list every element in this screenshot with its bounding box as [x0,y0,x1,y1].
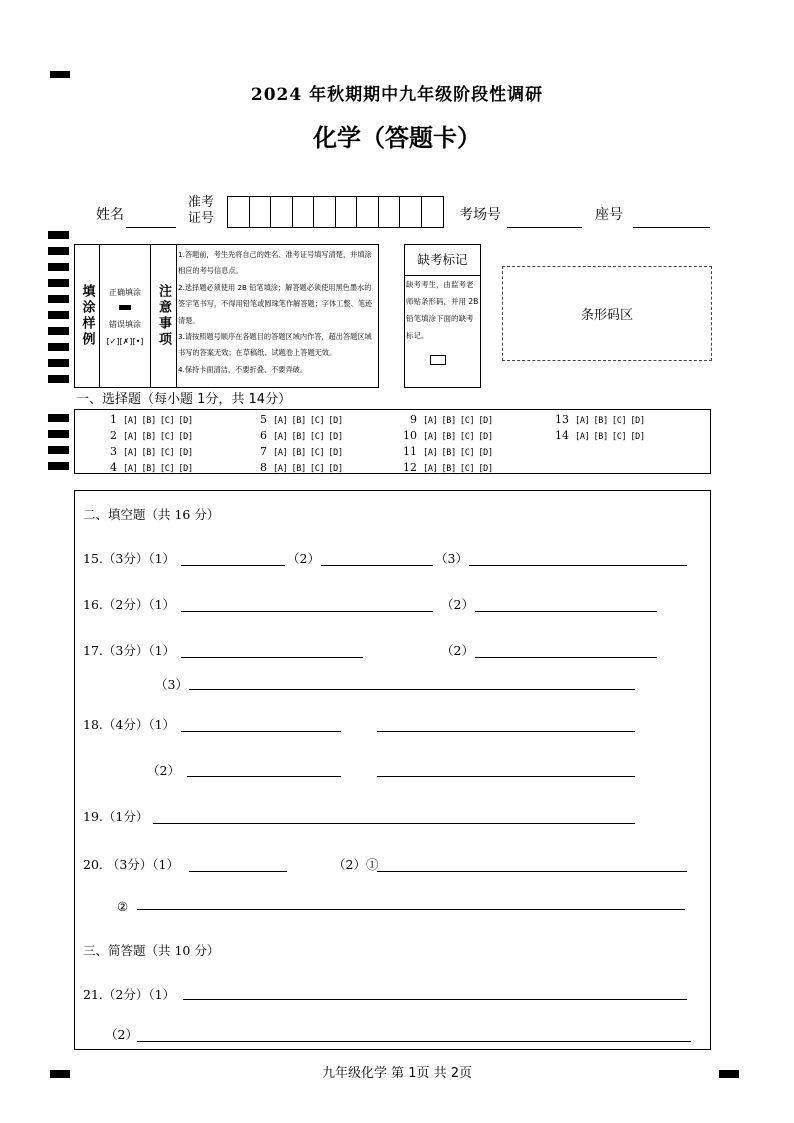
mc-option-bubble[interactable]: [A] [123,416,138,426]
barcode-area: 条形码区 [502,266,712,361]
mc-question-number: 2 [110,429,117,442]
mc-question-number: 7 [260,445,267,458]
mc-question [553,413,649,426]
mc-option-bubble[interactable]: [C] [611,432,627,442]
mc-option-bubble[interactable]: [B] [441,416,456,426]
mc-option-bubble[interactable]: [A] [575,416,590,426]
mc-option-bubble[interactable]: [B] [291,416,306,426]
q15-part2: （2） [287,551,320,566]
q20-answer-3[interactable] [137,909,685,910]
mc-question-number: 3 [110,445,117,458]
section2-title: 二、填空题（共 16 分） [83,507,220,522]
timing-mark [48,359,69,367]
q17-answer-3[interactable] [189,689,635,690]
mc-option-bubble[interactable]: [A] [575,432,590,442]
mc-option-bubble[interactable]: [D] [178,448,193,458]
mc-option-bubble[interactable]: [D] [178,464,193,474]
q17-answer-2[interactable] [475,657,657,658]
mc-option-bubble[interactable]: [C] [459,416,475,426]
mc-option-bubble[interactable]: [D] [478,448,493,458]
timing-mark [48,375,69,383]
mc-question [101,461,197,474]
mc-option-bubble[interactable]: [B] [141,448,156,458]
q21-answer-1[interactable] [183,999,687,1000]
notes-header: 注意事项 [151,245,177,387]
mc-question [251,413,347,426]
mc-question [251,429,347,442]
q17-prefix: 17.（3分）（1） [83,643,176,658]
mc-option-bubble[interactable]: [C] [309,448,325,458]
mc-option-bubble[interactable]: [B] [291,448,306,458]
q17-part2: （2） [441,643,474,658]
exam-title: 2024 年秋期期中九年级阶段性调研 [250,85,544,105]
mc-option-bubble[interactable]: [B] [441,448,456,458]
mc-option-bubble[interactable]: [A] [423,416,438,426]
mc-option-bubble[interactable]: [C] [309,432,325,442]
q18-answer-2a[interactable] [187,776,341,777]
mc-option-bubble[interactable]: [A] [273,432,288,442]
timing-mark [48,343,69,351]
mc-option-bubble[interactable]: [B] [593,416,608,426]
mc-option-bubble[interactable]: [D] [178,416,193,426]
exam-id-label: 准考 证号 [188,195,215,226]
timing-mark [50,71,70,78]
absent-title: 缺考标记 [405,245,480,276]
mc-option-bubble[interactable]: [D] [478,464,493,474]
q15-answer-3[interactable] [469,565,687,566]
mc-option-bubble[interactable]: [A] [273,416,288,426]
seat-label: 座号 [595,207,623,223]
mc-option-bubble[interactable]: [C] [459,464,475,474]
notice-block [74,244,379,388]
mc-option-bubble[interactable]: [D] [328,416,343,426]
section1-title: 一、选择题（每小题 1分，共 14分） [76,392,292,407]
seat-field[interactable] [633,227,710,228]
section3-title: 三、简答题（共 10 分） [83,943,220,958]
q18-prefix: 18.（4分）（1） [83,717,176,732]
mc-question-number: 12 [403,461,417,474]
mc-option-bubble[interactable]: [B] [141,432,156,442]
mc-option-bubble[interactable]: [A] [423,464,438,474]
mc-option-bubble[interactable]: [C] [611,416,627,426]
timing-mark [48,414,69,422]
mc-option-bubble[interactable]: [C] [309,416,325,426]
mc-question-number: 8 [260,461,267,474]
mc-question-number: 4 [110,461,117,474]
mc-option-bubble[interactable]: [D] [478,432,493,442]
mc-question-number: 9 [410,413,417,426]
q20-answer-1[interactable] [189,871,287,872]
timing-mark [48,311,69,319]
q18-answer-2b[interactable] [377,776,635,777]
q17-part3: （3） [155,677,188,692]
absent-text: 缺考考生，由监考老师贴条形码，并用 2B 铅笔填涂下面的缺考标记。 [406,280,479,340]
mc-option-bubble[interactable]: [B] [441,432,456,442]
mc-option-bubble[interactable]: [B] [441,464,456,474]
q21-part2: （2） [105,1027,138,1042]
timing-mark [48,247,69,255]
notes-list: 1.答题前，考生先将自己的姓名、准考证号填写清楚，并填涂相应的考号信息点。 2.选择题必须使用 2B 铅笔填涂；解答题必须使用黑色墨水的签字笔书写，不得用铅笔或圆珠笔作解答题；字体工整、笔迹清楚。 3.请按照题号顺序在各题目的答题区域内作答，超出答题区域书写的答案无效；在草稿纸、试题卷上答题无效。 4.保持卡面清洁，不要折叠、不要弄破。 [178,250,373,374]
mc-option-bubble[interactable]: [B] [291,464,306,474]
q20-prefix: 20. （3分）（1） [83,857,180,872]
q20-part2: （2）① [333,857,379,872]
mc-question [401,461,497,474]
mc-option-bubble[interactable]: [B] [593,432,608,442]
q20-part3: ② [117,899,129,914]
mc-option-bubble[interactable]: [D] [478,416,493,426]
q20-answer-2[interactable] [377,871,687,872]
timing-mark [48,231,69,239]
mc-option-bubble[interactable]: [D] [328,464,343,474]
exam-id-boxes[interactable] [227,196,444,228]
q21-answer-2[interactable] [137,1041,691,1042]
mc-question [251,445,347,458]
q15-answer-2[interactable] [321,565,433,566]
mc-question [101,445,197,458]
q16-answer-1[interactable] [181,611,433,612]
mc-option-bubble[interactable]: [C] [459,448,475,458]
mc-question-number: 5 [260,413,267,426]
page-footer: 九年级化学 第 1页 共 2页 [321,1066,473,1081]
mc-question [251,461,347,474]
q16-answer-2[interactable] [475,611,657,612]
q18-part2: （2） [147,763,180,778]
mc-option-bubble[interactable]: [D] [328,432,343,442]
mc-question-number: 1 [110,413,117,426]
timing-mark [48,430,69,438]
exam-room-label: 考场号 [459,207,501,223]
mc-question [401,413,497,426]
name-field[interactable] [126,227,176,228]
timing-mark [48,462,69,470]
mc-question [401,429,497,442]
mc-question [553,429,649,442]
mc-question-number: 10 [403,429,417,442]
q18-answer-1b[interactable] [377,731,635,732]
mc-option-bubble[interactable]: [A] [123,432,138,442]
mc-option-bubble[interactable]: [A] [273,464,288,474]
mc-option-bubble[interactable]: [C] [309,464,325,474]
absent-checkbox[interactable] [430,355,446,365]
q19-answer[interactable] [153,823,635,824]
mc-option-bubble[interactable]: [A] [423,448,438,458]
timing-mark [48,327,69,335]
mc-option-bubble[interactable]: [C] [159,432,175,442]
mc-question-number: 14 [555,429,569,442]
timing-mark [48,263,69,271]
answer-area [74,490,711,1050]
mc-option-bubble[interactable]: [C] [159,448,175,458]
timing-mark [48,279,69,287]
q21-prefix: 21.（2分）（1） [83,987,176,1002]
q18-answer-1a[interactable] [181,731,341,732]
mc-option-bubble[interactable]: [C] [459,432,475,442]
mc-question-number: 11 [403,445,417,458]
mc-question [101,413,197,426]
q17-answer-1[interactable] [181,657,363,658]
timing-mark [48,446,69,454]
multiple-choice-box [74,409,711,474]
fill-sample-cell: 正确填涂 错误填涂 [✓][✗][•] [100,245,151,387]
q15-prefix: 15.（3分）（1） [83,551,176,566]
timing-mark [48,295,69,303]
mc-option-bubble[interactable]: [C] [159,464,175,474]
mc-option-bubble[interactable]: [A] [423,432,438,442]
mc-option-bubble[interactable]: [D] [328,448,343,458]
q15-answer-1[interactable] [181,565,285,566]
mc-option-bubble[interactable]: [D] [630,416,645,426]
mc-question-number: 13 [555,413,569,426]
q19-prefix: 19.（1分） [83,809,149,824]
correct-fill-mark [119,305,131,310]
mc-option-bubble[interactable]: [D] [178,432,193,442]
mc-option-bubble[interactable]: [A] [273,448,288,458]
mc-question-number: 6 [260,429,267,442]
mc-option-bubble[interactable]: [A] [123,464,138,474]
q16-prefix: 16.（2分）（1） [83,597,176,612]
mc-question [401,445,497,458]
mc-option-bubble[interactable]: [B] [141,416,156,426]
exam-room-field[interactable] [507,227,582,228]
mc-option-bubble[interactable]: [C] [159,416,175,426]
mc-question [101,429,197,442]
q16-part2: （2） [441,597,474,612]
q15-part3: （3） [435,551,468,566]
mc-option-bubble[interactable]: [A] [123,448,138,458]
name-label: 姓名 [96,207,124,223]
mc-option-bubble[interactable]: [B] [291,432,306,442]
mc-option-bubble[interactable]: [B] [141,464,156,474]
mc-option-bubble[interactable]: [D] [630,432,645,442]
exam-subtitle: 化学（答题卡） [313,124,481,152]
fill-sample-header: 填涂样例 [75,245,100,387]
absent-box [404,244,481,388]
